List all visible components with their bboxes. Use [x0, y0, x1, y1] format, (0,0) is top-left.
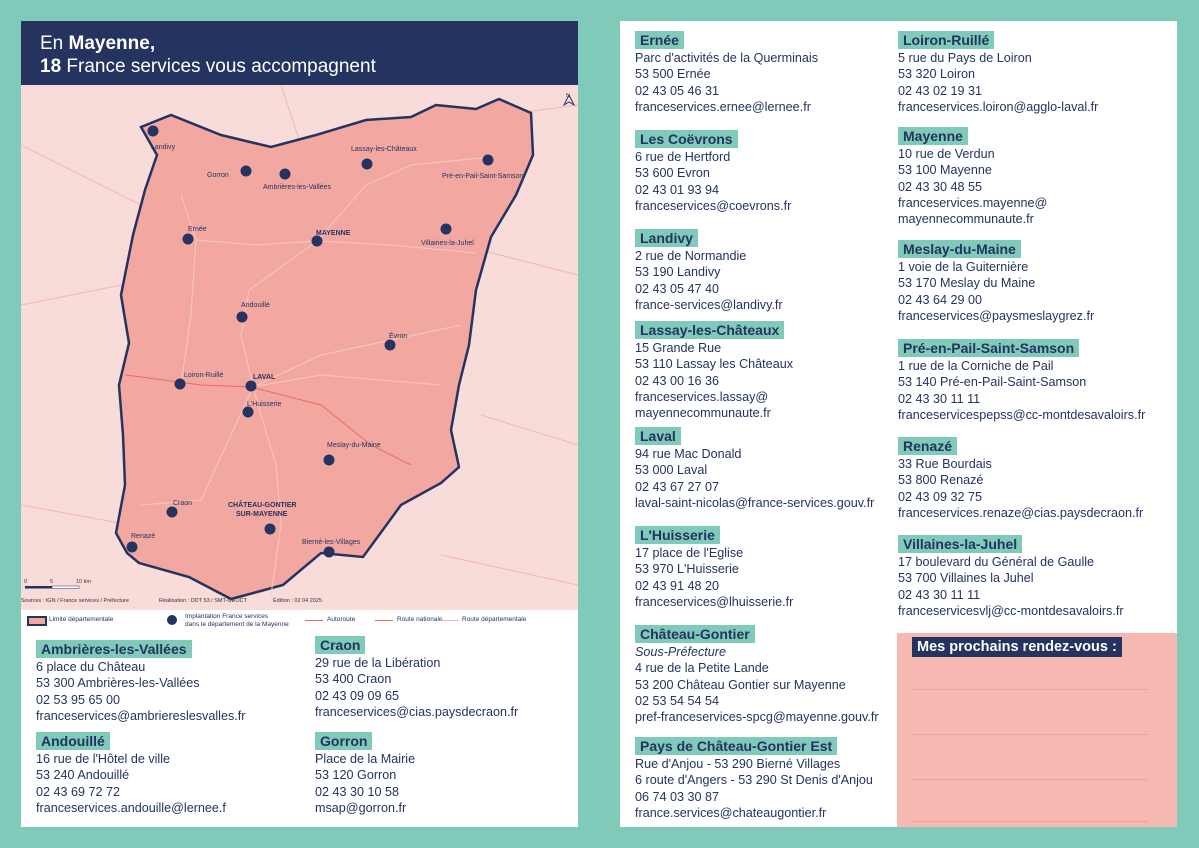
card-title: Villaines-la-Juhel: [898, 535, 1022, 553]
card-title: Pré-en-Pail-Saint-Samson: [898, 339, 1079, 357]
card-loiron: Loiron-Ruillé 5 rue du Pays de Loiron 53 320 Loiron 02 43 02 19 31 franceservices.loiron@agglo-laval.fr: [898, 32, 1099, 114]
email-link[interactable]: franceservices.andouille@lernee.f: [36, 800, 226, 815]
town-label-huisserie: L'Huisserie: [247, 401, 282, 408]
card-title: Château-Gontier: [635, 625, 755, 643]
appointment-line[interactable]: [912, 779, 1147, 780]
card-pays-chateau-gontier-est: Pays de Château-Gontier Est Rue d'Anjou - 53 290 Bierné Villages 6 route d'Angers - 53 290 St Denis d'Anjou 06 74 03 30 87 france.services@chateaugontier.fr: [635, 738, 873, 820]
town-label-loiron: Loiron-Ruillé: [184, 372, 224, 379]
email-link[interactable]: franceservices.loiron@agglo-laval.fr: [898, 99, 1099, 114]
email-link[interactable]: franceservices@paysmeslaygrez.fr: [898, 308, 1095, 323]
svg-text:0: 0: [24, 579, 28, 585]
svg-text:10 km: 10 km: [76, 579, 91, 585]
town-label-ernee: Ernée: [188, 226, 207, 233]
legend-marker-icon: [167, 615, 177, 625]
card-villaines: Villaines-la-Juhel 17 boulevard du Général de Gaulle 53 700 Villaines la Juhel 02 43 30 11 11 franceservicesvlj@cc-montdesavaloirs.fr: [898, 536, 1124, 618]
legend-impl-label-1: Implantation France services: [185, 613, 269, 620]
card-title: Laval: [635, 427, 681, 445]
card-pre-en-pail: Pré-en-Pail-Saint-Samson 1 rue de la Corniche de Pail 53 140 Pré-en-Pail-Saint-Samson 02 43 30 11 11 franceservicespepss@cc-montdesavaloirs.fr: [898, 340, 1146, 422]
map-marker: [265, 524, 276, 535]
card-title: Landivy: [635, 229, 698, 247]
email-link[interactable]: msap@gorron.fr: [315, 800, 407, 815]
legend-departementale-label: Route départementale: [462, 616, 527, 623]
map-marker: [312, 236, 323, 247]
card-title: Pays de Château-Gontier Est: [635, 737, 837, 755]
card-laval: Laval 94 rue Mac Donald 53 000 Laval 02 43 67 27 07 laval-saint-nicolas@france-services.gouv.fr: [635, 428, 875, 510]
legend-impl-label-2: dans le département de la Mayenne: [185, 621, 289, 628]
town-label-craon: Craon: [173, 500, 193, 507]
email-link[interactable]: pref-franceservices-spcg@mayenne.gouv.fr: [635, 710, 879, 725]
scale-bar: [24, 579, 91, 589]
email-link[interactable]: france-services@landivy.fr: [635, 297, 783, 312]
card-title: Meslay-du-Maine: [898, 240, 1021, 258]
map-marker: [483, 155, 494, 166]
card-title: Andouillé: [36, 732, 110, 750]
email-link[interactable]: franceservices@coevrons.fr: [635, 198, 792, 213]
card-mayenne: Mayenne 10 rue de Verdun 53 100 Mayenne 02 43 30 48 55 franceservices.mayenne@ mayennecommunaute.fr: [898, 128, 1048, 227]
svg-text:5: 5: [50, 579, 54, 585]
appointment-line[interactable]: [912, 821, 1147, 822]
town-label-lassay: Lassay-les-Châteaux: [351, 146, 417, 153]
legend-limit-swatch: [27, 616, 47, 626]
card-ambrieres: Ambrières-les-Vallées 6 place du Château 53 300 Ambrières-les-Vallées 02 53 95 65 00 franceservices@ambriereslesvalles.fr: [36, 641, 246, 723]
email-link[interactable]: franceservices@ambriereslesvalles.fr: [36, 708, 246, 723]
appointments-title: Mes prochains rendez-vous :: [912, 637, 1122, 657]
town-label-renaze: Renazé: [131, 533, 156, 540]
email-link[interactable]: france.services@chateaugontier.fr: [635, 805, 827, 820]
email-link[interactable]: franceservicesvlj@cc-montdesavaloirs.fr: [898, 603, 1124, 618]
card-title: Lassay-les-Châteaux: [635, 321, 784, 339]
map-marker: [148, 126, 159, 137]
map-marker: [183, 234, 194, 245]
map-marker: [385, 340, 396, 351]
title-line-2: 18 France services vous accompagnent: [40, 56, 376, 77]
card-title: Les Coëvrons: [635, 130, 738, 148]
map-marker: [237, 312, 248, 323]
card-title: Ernée: [635, 31, 684, 49]
legend-limit-label: Limite départementale: [49, 616, 114, 623]
town-label-meslay: Meslay-du-Maine: [327, 442, 381, 449]
town-label-andouille: Andouillé: [241, 302, 270, 309]
card-andouille: Andouillé 16 rue de l'Hôtel de ville 53 240 Andouillé 02 43 69 72 72 franceservices.andouille@lernee.f: [36, 733, 226, 815]
card-gorron: Gorron Place de la Mairie 53 120 Gorron 02 43 30 10 58 msap@gorron.fr: [315, 733, 416, 815]
north-label: N: [566, 93, 570, 99]
card-title: Craon: [315, 636, 365, 654]
map-marker: [324, 547, 335, 558]
town-label-ambrieres: Ambrières-les-Vallées: [263, 184, 331, 191]
legend-departementale-swatch: [440, 620, 458, 621]
email-link[interactable]: franceservices.renaze@cias.paysdecraon.fr: [898, 505, 1144, 520]
card-lhuisserie: L'Huisserie 17 place de l'Eglise 53 970 L'Huisserie 02 43 91 48 20 franceservices@lhuisserie.fr: [635, 527, 794, 609]
email-link[interactable]: franceservicespepss@cc-montdesavaloirs.fr: [898, 407, 1146, 422]
card-title: Renazé: [898, 437, 957, 455]
map-marker: [280, 169, 291, 180]
town-label-evron: Évron: [389, 333, 408, 340]
appointment-line[interactable]: [912, 689, 1147, 690]
town-label-sur-mayenne: SUR-MAYENNE: [236, 511, 288, 518]
card-coevrons: Les Coëvrons 6 rue de Hertford 53 600 Evron 02 43 01 93 94 franceservices@coevrons.fr: [635, 131, 792, 213]
map: [21, 85, 578, 610]
legend-nationale-swatch: [375, 620, 393, 621]
card-title: Loiron-Ruillé: [898, 31, 994, 49]
card-title: Gorron: [315, 732, 372, 750]
right-panel: [620, 21, 1177, 827]
email-link[interactable]: franceservices@lhuisserie.fr: [635, 594, 794, 609]
legend-autoroute-label: Autoroute: [327, 616, 356, 623]
map-marker: [127, 542, 138, 553]
appointment-line[interactable]: [912, 734, 1147, 735]
appointments-box: [897, 633, 1177, 827]
email-link[interactable]: franceservices.lassay@: [635, 389, 769, 404]
email-link[interactable]: franceservices.ernee@lernee.fr: [635, 99, 811, 114]
card-ernee: Ernée Parc d'activités de la Querminais 53 500 Ernée 02 43 05 46 31 franceservices.ernee@lernee.fr: [635, 32, 818, 114]
card-craon: Craon 29 rue de la Libération 53 400 Craon 02 43 09 09 65 franceservices@cias.paysdecraon.fr: [315, 637, 519, 719]
card-title: L'Huisserie: [635, 526, 720, 544]
title-line-1: En Mayenne,: [40, 33, 156, 54]
town-label-gorron: Gorron: [207, 172, 229, 179]
legend-nationale-label: Route nationale: [397, 616, 443, 623]
card-renaze: Renazé 33 Rue Bourdais 53 800 Renazé 02 43 09 32 75 franceservices.renaze@cias.paysdecraon.fr: [898, 438, 1144, 520]
map-realisation: Réalisation : DDT 53 / SMT-GEOCT: [159, 598, 247, 604]
map-legend: [21, 610, 578, 638]
card-meslay: Meslay-du-Maine 1 voie de la Guiternière 53 170 Meslay du Maine 02 43 64 29 00 franceservices@paysmeslaygrez.fr: [898, 241, 1095, 323]
card-chateau-gontier: Château-Gontier Sous-Préfecture 4 rue de la Petite Lande 53 200 Château Gontier sur Mayenne 02 53 54 54 54 pref-franceservices-spcg@mayenne.gouv.fr: [635, 626, 879, 725]
map-marker: [362, 159, 373, 170]
map-marker: [324, 455, 335, 466]
map-marker: [246, 381, 257, 392]
map-marker: [241, 166, 252, 177]
map-marker: [167, 507, 178, 518]
town-label-villaines: Villaines-la-Juhel: [421, 240, 474, 247]
title-banner: [21, 21, 578, 85]
email-link[interactable]: franceservices.mayenne@: [898, 195, 1048, 210]
town-label-mayenne: MAYENNE: [316, 230, 351, 237]
town-label-landivy: Landivy: [151, 144, 176, 151]
map-marker: [243, 407, 254, 418]
map-marker: [175, 379, 186, 390]
map-marker: [441, 224, 452, 235]
department-map: [21, 85, 578, 610]
town-label-laval: LAVAL: [253, 374, 276, 381]
map-edition: Édition : 02 04 2025: [273, 598, 322, 604]
email-link[interactable]: franceservices@cias.paysdecraon.fr: [315, 704, 519, 719]
town-label-pre: Pré-en-Pail-Saint-Samson: [442, 173, 524, 180]
email-link[interactable]: laval-saint-nicolas@france-services.gouv.fr: [635, 495, 875, 510]
legend-autoroute-swatch: [305, 620, 323, 621]
town-label-bierne: Bierné-les-Villages: [302, 539, 361, 546]
left-panel: [21, 21, 578, 827]
town-label-chateau-gontier: CHÂTEAU-GONTIER: [228, 502, 297, 509]
card-landivy: Landivy 2 rue de Normandie 53 190 Landivy 02 43 05 47 40 france-services@landivy.fr: [635, 230, 783, 312]
card-title: Mayenne: [898, 127, 968, 145]
card-lassay: Lassay-les-Châteaux 15 Grande Rue 53 110 Lassay les Châteaux 02 43 00 16 36 franceservices.lassay@ mayennecommunaute.fr: [635, 322, 793, 421]
map-sources: Sources : IGN / France services / Préfecture: [21, 598, 129, 604]
card-title: Ambrières-les-Vallées: [36, 640, 192, 658]
